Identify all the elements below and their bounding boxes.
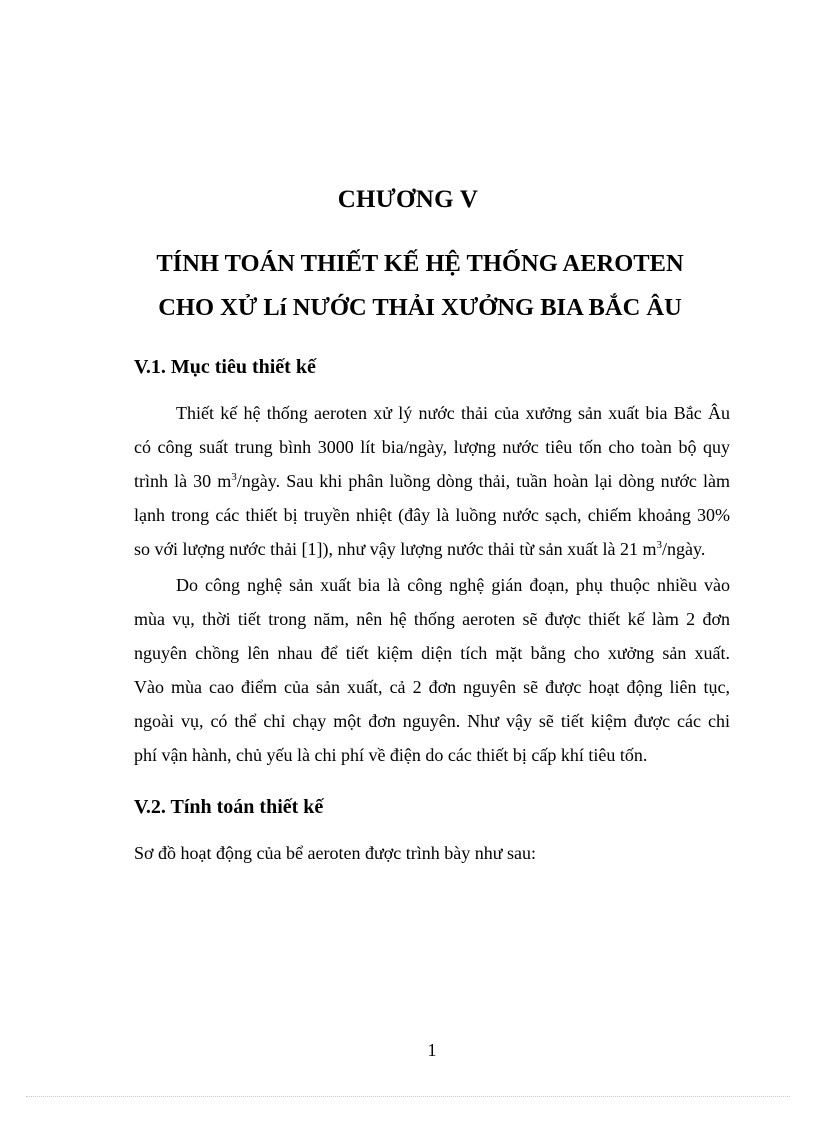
paragraph-line: Thiết kế hệ thống aeroten xử lý nước thải của xưởng sản xuất bia Bắc Âu <box>176 403 730 423</box>
page-bottom-divider <box>26 1096 790 1097</box>
paragraph-line: Vào mùa cao điểm của sản xuất, cả 2 đơn nguyên sẽ được hoạt động liên tục, <box>134 677 730 697</box>
paragraph-line: có công suất trung bình 3000 lít bia/ngày, lượng nước tiêu tốn cho toàn bộ quy <box>134 437 730 457</box>
paragraph-line: phí vận hành, chủ yếu là chi phí về điện do các thiết bị cấp khí tiêu tốn. <box>134 745 648 765</box>
paragraph-line: mùa vụ, thời tiết trong năm, nên hệ thống aeroten sẽ được thiết kế làm 2 đơn <box>134 609 730 629</box>
paragraph-scheme-intro <box>134 836 730 870</box>
paragraph-design-objective <box>134 396 730 566</box>
section-heading-v1: V.1. Mục tiêu thiết kế <box>134 356 316 378</box>
paragraph-line: nguyên chồng lên nhau để tiết kiệm diện tích mặt bằng cho xưởng sản xuất. <box>134 643 730 663</box>
paragraph-line <box>134 532 730 566</box>
paragraph-line: ngoài vụ, có thể chỉ chạy một đơn nguyên. Như vậy sẽ tiết kiệm được các chi <box>134 711 730 731</box>
text-fragment: trình là 30 m <box>134 471 232 491</box>
paragraph-line <box>134 464 730 498</box>
document-title-line-1: TÍNH TOÁN THIẾT KẾ HỆ THỐNG AEROTEN <box>156 250 684 277</box>
superscript: 3 <box>656 539 663 551</box>
page-number: 1 <box>427 1040 437 1060</box>
paragraph-line: Sơ đồ hoạt động của bể aeroten được trình bày như sau: <box>134 843 536 863</box>
paragraph-design-approach <box>134 568 730 772</box>
superscript: 3 <box>231 471 237 483</box>
document-title-line-2: CHO XỬ Lí NƯỚC THẢI XƯỞNG BIA BẮC ÂU <box>158 294 682 321</box>
paragraph-line: lạnh trong các thiết bị truyền nhiệt (đây là luồng nước sạch, chiếm khoảng 30% <box>134 505 730 525</box>
text-fragment: /ngày. <box>662 539 706 559</box>
paragraph-line: Do công nghệ sản xuất bia là công nghệ gián đoạn, phụ thuộc nhiều vào <box>176 575 730 595</box>
chapter-title: CHƯƠNG V <box>337 186 479 213</box>
text-fragment: so với lượng nước thải [1]), như vậy lượng nước thải từ sản xuất là 21 m <box>134 539 657 559</box>
section-heading-v2: V.2. Tính toán thiết kế <box>134 796 324 818</box>
text-fragment: /ngày. Sau khi phân luồng dòng thải, tuần hoàn lại dòng nước làm <box>236 471 730 491</box>
